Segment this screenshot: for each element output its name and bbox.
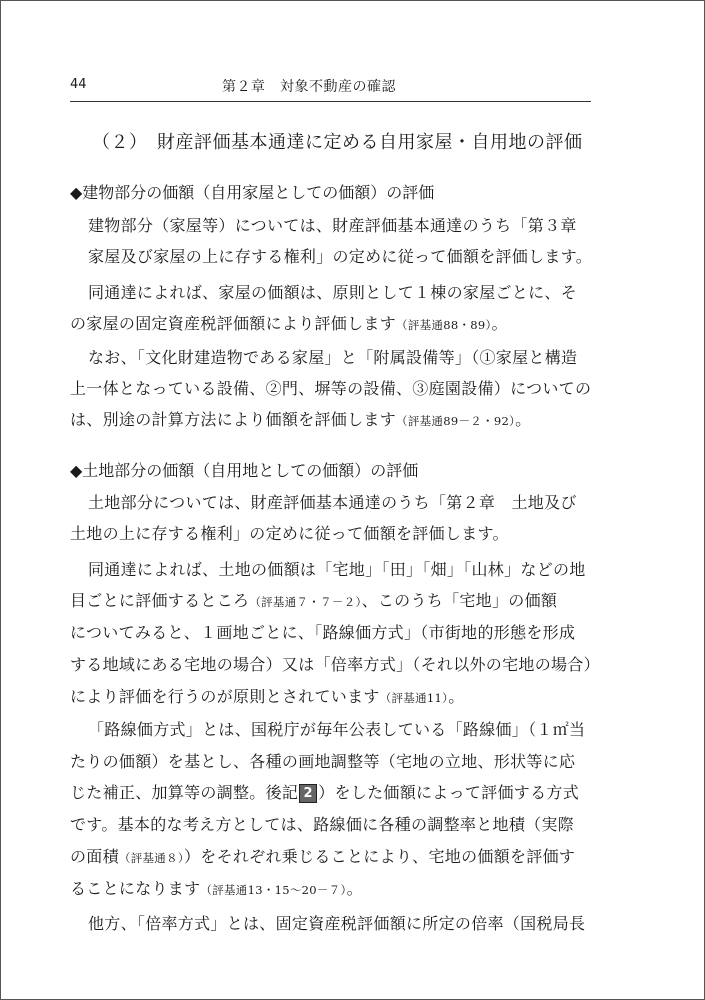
citation: （評基通７・７－２） [249, 595, 362, 609]
paragraph-line: 「路線価方式」とは、国税庁が毎年公表している「路線価」（１㎡当 [88, 720, 586, 739]
paragraph-line: 同通達によれば、土地の価額は「宅地」「田」「畑」「山林」などの地 [88, 560, 586, 579]
paragraph-line: ることになります（評基通13・15～20－７）。 [70, 879, 363, 898]
page-number: 44 [70, 77, 87, 92]
paragraph-line: 目ごとに評価するところ（評基通７・７－２）、このうち「宅地」の価額 [70, 591, 558, 610]
paragraph-line: 建物部分（家屋等）については、財産評価基本通達のうち「第３章 [88, 216, 577, 235]
subheading-land: ◆土地部分の価額（自用地としての価額）の評価 [70, 461, 419, 480]
citation: （評基通89－２・92） [396, 414, 516, 428]
reference-number-box: 2 [299, 784, 317, 803]
paragraph-line: 家屋及び家屋の上に存する権利」の定めに従って価額を評価します。 [88, 247, 593, 266]
paragraph-line: についてみると、１画地ごとに、「路線価方式」（市街地的形態を形成 [70, 623, 576, 642]
running-title: 第２章 対象不動産の確認 [222, 79, 396, 95]
citation: （評基通８） [118, 851, 184, 865]
paragraph-line: により評価を行うのが原則とされています（評基通11）。 [70, 687, 465, 706]
paragraph-line: 他方、「倍率方式」とは、固定資産税評価額に所定の倍率（国税局長 [88, 914, 586, 933]
paragraph-line: 上一体となっている設備、②門、塀等の設備、③庭園設備）についての [70, 379, 592, 398]
paragraph-line: は、別途の計算方法により価額を評価します（評基通89－２・92）。 [70, 410, 532, 429]
paragraph-line: です。基本的な考え方としては、路線価に各種の調整率と地積（実際 [70, 815, 575, 834]
citation: （評基通13・15～20－７） [200, 883, 347, 897]
paragraph-line: の面積（評基通８））をそれぞれ乗じることにより、宅地の価額を評価す [70, 847, 576, 866]
citation: （評基通88・89） [396, 318, 492, 332]
citation: （評基通11） [379, 691, 449, 705]
paragraph-line: 同通達によれば、家屋の価額は、原則として１棟の家屋ごとに、そ [88, 283, 578, 302]
paragraph-line: する地域にある宅地の場合）又は「倍率方式」（それ以外の宅地の場合） [70, 655, 600, 674]
paragraph-line: たりの価額）を基とし、各種の画地調整等（宅地の立地、形状等に応 [70, 752, 576, 771]
paragraph-line: 土地の上に存する権利」の定めに従って価額を評価します。 [70, 524, 509, 543]
page-header [70, 73, 591, 102]
paragraph-line: 土地部分については、財産評価基本通達のうち「第２章 土地及び [88, 493, 577, 512]
paragraph-line: の家屋の固定資産税評価額により評価します（評基通88・89）。 [70, 314, 508, 333]
subheading-building: ◆建物部分の価額（自用家屋としての価額）の評価 [70, 183, 435, 202]
paragraph-line: じた補正、加算等の調整。後記 2 ）をした価額によって評価する方式 [70, 783, 580, 802]
section-title: （２） 財産評価基本通達に定める自用家屋・自用地の評価 [92, 132, 583, 153]
paragraph-line: なお、「文化財建造物である家屋」と「附属設備等」（①家屋と構造 [88, 348, 578, 367]
